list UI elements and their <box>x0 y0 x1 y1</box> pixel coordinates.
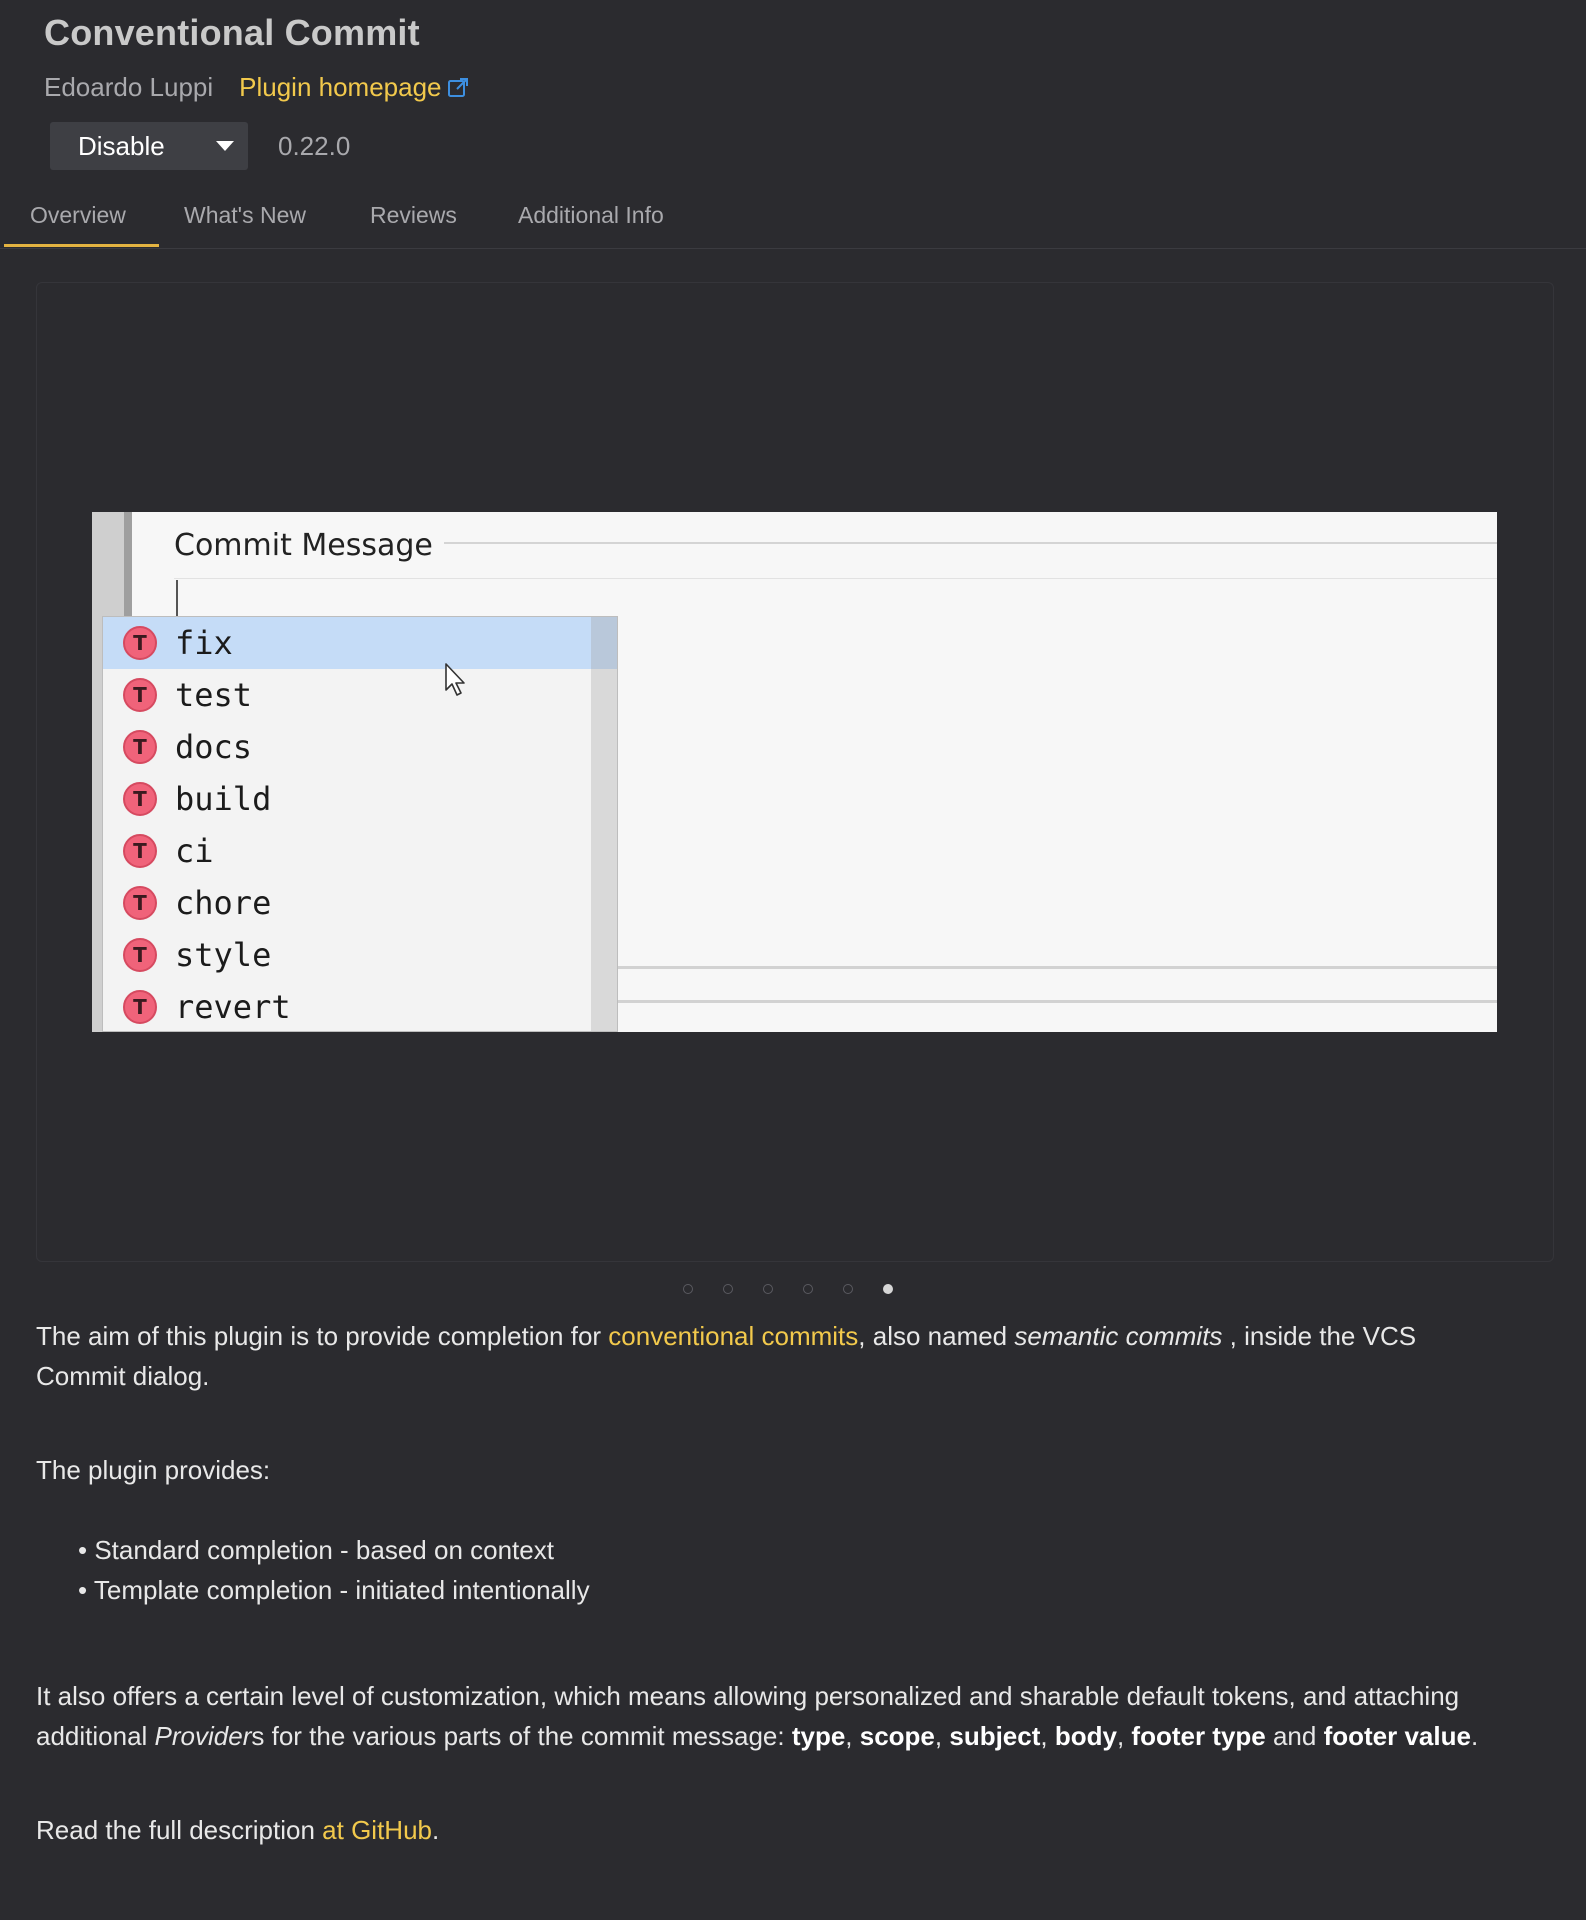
description-text: . <box>432 1815 440 1845</box>
plugin-controls <box>50 122 350 170</box>
tab-overview[interactable]: Overview <box>30 202 126 228</box>
plugin-version: 0.22.0 <box>278 130 351 161</box>
completion-item-label: revert <box>175 988 291 1026</box>
completion-popup <box>102 616 618 1032</box>
plugin-homepage-label: Plugin homepage <box>239 72 442 102</box>
tab-whats-new[interactable]: What's New <box>184 202 306 228</box>
tab-reviews[interactable]: Reviews <box>370 202 457 228</box>
screenshot-divider <box>444 542 1497 544</box>
screenshot-divider <box>618 1000 1497 1003</box>
type-token-icon: T <box>123 938 157 972</box>
description-text: , inside the VCS <box>1222 1321 1417 1351</box>
separator: , <box>1040 1721 1055 1751</box>
description-text: Read the full description <box>36 1815 323 1845</box>
feature-list <box>78 1530 590 1610</box>
carousel-dot[interactable] <box>843 1284 853 1294</box>
completion-item-label: test <box>175 676 253 714</box>
description-paragraph-1 <box>36 1316 1556 1396</box>
keyword-footer-type: footer type <box>1131 1721 1266 1751</box>
external-link-icon <box>446 76 470 100</box>
popup-scrollbar <box>591 617 617 1031</box>
mouse-pointer-icon <box>444 662 470 698</box>
completion-item-label: docs <box>175 728 253 766</box>
carousel-dot[interactable] <box>723 1284 733 1294</box>
carousel-dot[interactable] <box>803 1284 813 1294</box>
text-caret <box>176 580 178 616</box>
plugin-homepage-link[interactable] <box>239 72 469 103</box>
description-text: Commit dialog. <box>36 1361 210 1391</box>
type-token-icon: T <box>123 678 157 712</box>
keyword-type: type <box>791 1721 846 1751</box>
type-token-icon: T <box>123 886 157 920</box>
tab-additional-info[interactable]: Additional Info <box>518 202 664 228</box>
type-token-icon: T <box>123 834 157 868</box>
keyword-footer-value: footer value <box>1323 1721 1471 1751</box>
popup-scrollbar-thumb <box>591 617 617 669</box>
conventional-commits-link[interactable]: conventional commits <box>608 1321 859 1351</box>
carousel-dot-active[interactable] <box>883 1284 893 1294</box>
plugin-title: Conventional Commit <box>44 12 420 53</box>
description-emphasis: Provider <box>154 1721 252 1751</box>
description-text: additional <box>36 1721 155 1751</box>
plugin-meta-row <box>44 72 470 103</box>
completion-item-label: fix <box>175 624 233 662</box>
keyword-subject: subject <box>949 1721 1041 1751</box>
disable-dropdown-button[interactable] <box>50 122 248 170</box>
completion-item-label: chore <box>175 884 272 922</box>
carousel-dots <box>683 1284 923 1294</box>
type-token-icon: T <box>123 626 157 660</box>
type-token-icon: T <box>123 782 157 816</box>
screenshot-divider <box>618 966 1497 969</box>
description-text: It also offers a certain level of customization, which means allowing personalized and sharable default tokens, and attaching <box>36 1681 1460 1711</box>
github-link[interactable]: at GitHub <box>322 1815 432 1845</box>
screenshot-commit-message-title: Commit Message <box>174 528 433 563</box>
list-item: • Standard completion - based on context <box>78 1530 590 1570</box>
description-text: and <box>1265 1721 1324 1751</box>
keyword-body: body <box>1054 1721 1117 1751</box>
type-token-icon: T <box>123 990 157 1024</box>
description-text: The aim of this plugin is to provide completion for <box>36 1321 609 1351</box>
completion-item <box>103 617 591 669</box>
active-tab-indicator <box>4 244 159 247</box>
screenshot-divider <box>174 578 1497 579</box>
plugin-screenshot <box>92 512 1497 1032</box>
completion-item-label: build <box>175 780 272 818</box>
completion-item <box>103 721 591 773</box>
completion-item <box>103 877 591 929</box>
completion-item <box>103 669 591 721</box>
description-text: s for the various parts of the commit message: <box>251 1721 792 1751</box>
tab-bar <box>0 196 1586 249</box>
completion-item-label: ci <box>175 832 214 870</box>
carousel-dot[interactable] <box>763 1284 773 1294</box>
completion-item <box>103 929 591 981</box>
description-text: , also named <box>858 1321 1015 1351</box>
carousel-dot[interactable] <box>683 1284 693 1294</box>
disable-button-label: Disable <box>78 130 165 161</box>
completion-item <box>103 773 591 825</box>
description-paragraph-2: The plugin provides: <box>36 1455 271 1485</box>
chevron-down-icon <box>216 141 234 151</box>
keyword-scope: scope <box>859 1721 935 1751</box>
list-item: • Template completion - initiated intentionally <box>78 1570 590 1610</box>
plugin-author: Edoardo Luppi <box>44 72 214 102</box>
completion-item-label: style <box>175 936 272 974</box>
separator: , <box>845 1721 860 1751</box>
separator: , <box>934 1721 950 1751</box>
description-paragraph-4 <box>36 1810 1556 1850</box>
description-text: . <box>1470 1721 1479 1751</box>
description-paragraph-3 <box>36 1676 1556 1756</box>
description-emphasis: semantic commits <box>1014 1321 1223 1351</box>
completion-item <box>103 825 591 877</box>
completion-item <box>103 981 591 1032</box>
separator: , <box>1116 1721 1132 1751</box>
type-token-icon: T <box>123 730 157 764</box>
